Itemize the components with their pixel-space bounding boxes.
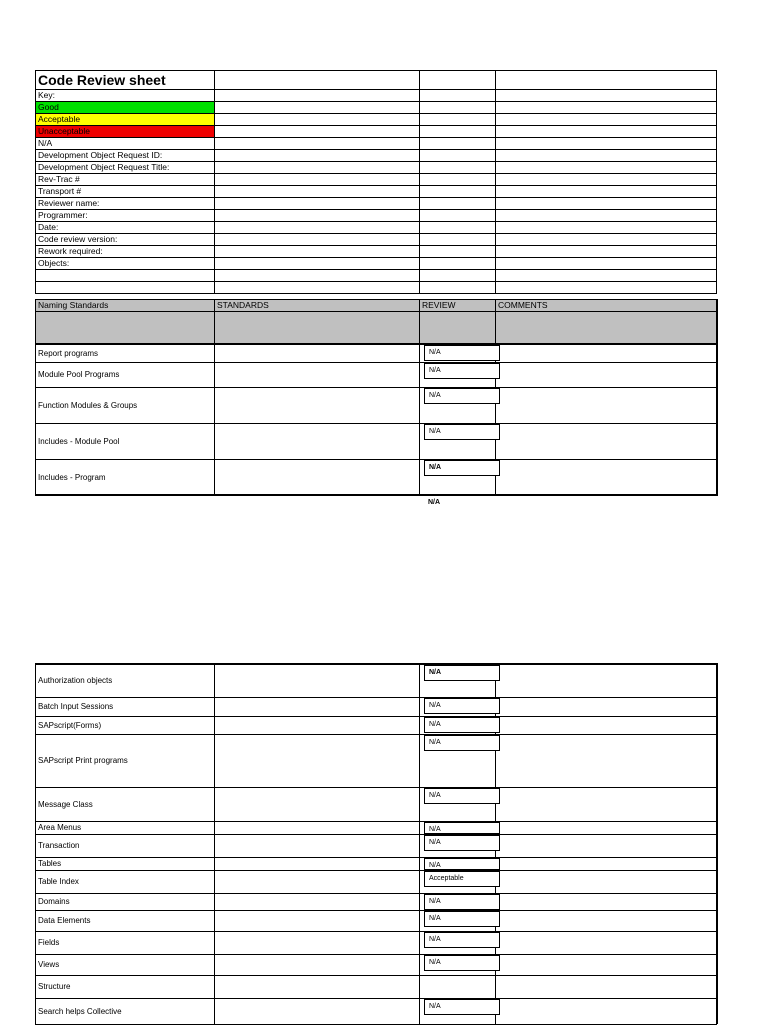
row-label: Function Modules & Groups	[35, 387, 215, 424]
field-rework-required: Rework required:	[35, 245, 215, 258]
review-value[interactable]: N/A	[424, 932, 500, 948]
comments-cell[interactable]	[495, 975, 717, 999]
standards-cell[interactable]	[214, 664, 420, 698]
standards-cell[interactable]	[214, 716, 420, 735]
standards-cell[interactable]	[214, 910, 420, 932]
standards-cell[interactable]	[214, 344, 420, 363]
field-transport: Transport #	[35, 185, 215, 198]
row-label: Table Index	[35, 870, 215, 894]
row-label: Message Class	[35, 787, 215, 822]
standards-cell[interactable]	[214, 423, 420, 460]
row-label: SAPscript(Forms)	[35, 716, 215, 735]
column-header-filler	[214, 311, 420, 344]
field-rev-trac: Rev-Trac #	[35, 173, 215, 186]
table-right-edge	[716, 299, 718, 496]
standards-cell[interactable]	[214, 387, 420, 424]
review-value[interactable]: N/A	[424, 388, 500, 404]
review-value[interactable]: N/A	[424, 345, 500, 361]
row-label: Report programs	[35, 344, 215, 363]
standards-cell[interactable]	[214, 697, 420, 717]
review-value[interactable]: N/A	[424, 911, 500, 927]
standards-cell[interactable]	[214, 931, 420, 955]
section1-bottom-border	[35, 494, 718, 496]
comments-cell[interactable]	[495, 459, 717, 496]
review-value[interactable]: N/A	[424, 999, 500, 1015]
row-label: Views	[35, 954, 215, 976]
row-label: Module Pool Programs	[35, 362, 215, 388]
standards-cell[interactable]	[214, 975, 420, 999]
standards-cell[interactable]	[214, 459, 420, 496]
review-value[interactable]: N/A	[424, 858, 500, 870]
comments-cell[interactable]	[495, 954, 717, 976]
review-value[interactable]: N/A	[424, 894, 500, 910]
standards-cell[interactable]	[214, 787, 420, 822]
review-value[interactable]: N/A	[424, 665, 500, 681]
comments-cell[interactable]	[495, 821, 717, 835]
col-comments: COMMENTS	[495, 299, 717, 312]
standards-cell[interactable]	[214, 834, 420, 858]
review-value[interactable]: Acceptable	[424, 871, 500, 887]
row-label: Area Menus	[35, 821, 215, 835]
review-value[interactable]: N/A	[424, 735, 500, 751]
comments-cell[interactable]	[495, 931, 717, 955]
comments-cell[interactable]	[495, 664, 717, 698]
row-label: Tables	[35, 857, 215, 871]
comments-cell[interactable]	[495, 857, 717, 871]
review-value[interactable]: N/A	[424, 955, 500, 971]
review-value[interactable]: N/A	[424, 698, 500, 714]
row-label: Data Elements	[35, 910, 215, 932]
review-cell	[419, 975, 496, 999]
row-label: Authorization objects	[35, 664, 215, 698]
field-value-cell[interactable]	[419, 281, 496, 294]
column-header-filler	[35, 311, 215, 344]
comments-cell[interactable]	[495, 910, 717, 932]
row-label: Includes - Program	[35, 459, 215, 496]
field-date: Date:	[35, 221, 215, 234]
field-code-review-version: Code review version:	[35, 233, 215, 246]
key-label: Key:	[35, 89, 215, 102]
col-naming-standards: Naming Standards	[35, 299, 215, 312]
below-table-value: N/A	[428, 499, 441, 506]
standards-cell[interactable]	[214, 821, 420, 835]
standards-cell[interactable]	[214, 870, 420, 894]
key-good: Good	[35, 101, 215, 114]
standards-cell[interactable]	[214, 893, 420, 911]
key-na: N/A	[35, 137, 215, 150]
field-request-id: Development Object Request ID:	[35, 149, 215, 162]
review-value[interactable]: N/A	[424, 835, 500, 851]
review-value[interactable]: N/A	[424, 460, 500, 476]
row-label: Search helps Collective	[35, 998, 215, 1025]
column-header-filler	[495, 311, 717, 344]
comments-cell[interactable]	[495, 362, 717, 388]
row-label: Includes - Module Pool	[35, 423, 215, 460]
field-programmer: Programmer:	[35, 209, 215, 222]
column-header-filler	[419, 311, 496, 344]
row-label: Transaction	[35, 834, 215, 858]
field-request-title: Development Object Request Title:	[35, 161, 215, 174]
header-empty-cell	[419, 70, 496, 90]
field-value-cell[interactable]	[214, 281, 420, 294]
blank-row	[35, 281, 215, 294]
field-objects: Objects:	[35, 257, 215, 270]
comments-cell[interactable]	[495, 697, 717, 717]
comments-cell[interactable]	[495, 344, 717, 363]
comments-cell[interactable]	[495, 787, 717, 822]
table-right-edge	[716, 663, 718, 1024]
row-label: Fields	[35, 931, 215, 955]
review-value[interactable]: N/A	[424, 424, 500, 440]
standards-cell[interactable]	[214, 362, 420, 388]
standards-cell[interactable]	[214, 954, 420, 976]
sheet-title: Code Review sheet	[35, 70, 215, 90]
review-value[interactable]: N/A	[424, 717, 500, 733]
standards-cell[interactable]	[214, 857, 420, 871]
row-label: Structure	[35, 975, 215, 999]
standards-cell[interactable]	[214, 998, 420, 1025]
header-empty-cell	[495, 70, 717, 90]
review-value[interactable]: N/A	[424, 788, 500, 804]
review-value[interactable]: N/A	[424, 822, 500, 834]
header-empty-cell	[214, 70, 420, 90]
comments-cell[interactable]	[495, 998, 717, 1025]
comments-cell[interactable]	[495, 893, 717, 911]
key-unacceptable: Unacceptable	[35, 125, 215, 138]
field-reviewer-name: Reviewer name:	[35, 197, 215, 210]
comments-cell[interactable]	[495, 387, 717, 424]
comments-cell[interactable]	[495, 716, 717, 735]
comments-cell[interactable]	[495, 734, 717, 788]
field-value-cell[interactable]	[495, 281, 717, 294]
comments-cell[interactable]	[495, 870, 717, 894]
col-review: REVIEW	[419, 299, 496, 312]
comments-cell[interactable]	[495, 423, 717, 460]
key-acceptable: Acceptable	[35, 113, 215, 126]
row-label: Domains	[35, 893, 215, 911]
row-label: Batch Input Sessions	[35, 697, 215, 717]
row-label: SAPscript Print programs	[35, 734, 215, 788]
col-standards: STANDARDS	[214, 299, 420, 312]
review-value[interactable]: N/A	[424, 363, 500, 379]
comments-cell[interactable]	[495, 834, 717, 858]
standards-cell[interactable]	[214, 734, 420, 788]
